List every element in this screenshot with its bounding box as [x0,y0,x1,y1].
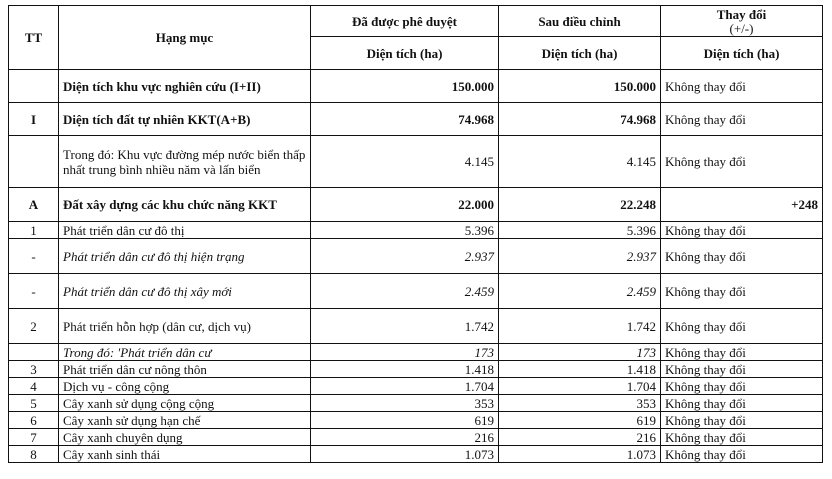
cell-adjusted: 1.073 [499,446,661,463]
cell-item: Đất xây dựng các khu chức năng KKT [59,188,311,222]
table-row [9,70,823,103]
cell-approved: 1.704 [311,378,499,395]
cell-change: Không thay đổi [661,239,823,274]
cell-adjusted: 353 [499,395,661,412]
cell-item: Diện tích đất tự nhiên KKT(A+B) [59,103,311,136]
cell-item: Phát triển dân cư nông thôn [59,361,311,378]
table-row [9,103,823,136]
cell-tt: A [9,188,59,222]
cell-tt: - [9,239,59,274]
header-unit-approved: Diện tích (ha) [311,37,499,70]
cell-approved: 1.418 [311,361,499,378]
cell-tt: 7 [9,429,59,446]
cell-adjusted: 1.742 [499,309,661,344]
table-row [9,188,823,222]
cell-tt [9,70,59,103]
cell-change: Không thay đổi [661,429,823,446]
cell-adjusted: 619 [499,412,661,429]
cell-approved: 216 [311,429,499,446]
cell-tt: 6 [9,412,59,429]
cell-approved: 1.742 [311,309,499,344]
table-row [9,239,823,274]
cell-change: Không thay đổi [661,103,823,136]
cell-adjusted: 1.418 [499,361,661,378]
cell-tt: 3 [9,361,59,378]
cell-adjusted: 2.459 [499,274,661,309]
cell-change: Không thay đổi [661,412,823,429]
cell-adjusted: 173 [499,344,661,361]
header-approved: Đã được phê duyệt [311,6,499,37]
table-row [9,446,823,463]
table-row [9,395,823,412]
cell-approved: 2.459 [311,274,499,309]
cell-change: Không thay đổi [661,344,823,361]
cell-approved: 619 [311,412,499,429]
table-row [9,429,823,446]
table-row [9,309,823,344]
cell-adjusted: 1.704 [499,378,661,395]
header-change-label: Thay đổi [716,7,767,22]
cell-tt: 1 [9,222,59,239]
cell-change: Không thay đổi [661,309,823,344]
header-unit-adjusted: Diện tích (ha) [499,37,661,70]
cell-approved: 353 [311,395,499,412]
cell-item: Phát triển dân cư đô thị hiện trạng [59,239,311,274]
cell-tt: 8 [9,446,59,463]
cell-tt: I [9,103,59,136]
land-use-table [8,5,823,463]
cell-item: Dịch vụ - công cộng [59,378,311,395]
cell-item: Trong đó: 'Phát triển dân cư [59,344,311,361]
cell-change: Không thay đổi [661,274,823,309]
header-row-1 [9,6,823,37]
header-change-sub: (+/-) [729,21,754,36]
cell-approved: 22.000 [311,188,499,222]
cell-tt: 5 [9,395,59,412]
table-row [9,136,823,188]
cell-adjusted: 2.937 [499,239,661,274]
cell-change: Không thay đổi [661,136,823,188]
cell-tt [9,344,59,361]
cell-adjusted: 5.396 [499,222,661,239]
cell-change: Không thay đổi [661,395,823,412]
table-row [9,412,823,429]
cell-adjusted: 22.248 [499,188,661,222]
cell-change: +248 [661,188,823,222]
cell-tt: 4 [9,378,59,395]
cell-approved: 150.000 [311,70,499,103]
cell-approved: 4.145 [311,136,499,188]
cell-item: Phát triển hỗn hợp (dân cư, dịch vụ) [59,309,311,344]
cell-adjusted: 150.000 [499,70,661,103]
cell-item: Cây xanh sinh thái [59,446,311,463]
header-adjusted: Sau điều chỉnh [499,6,661,37]
cell-change: Không thay đổi [661,446,823,463]
cell-approved: 74.968 [311,103,499,136]
header-change [661,6,823,37]
cell-item: Diện tích khu vực nghiên cứu (I+II) [59,70,311,103]
cell-change: Không thay đổi [661,222,823,239]
cell-approved: 173 [311,344,499,361]
header-unit-change: Diện tích (ha) [661,37,823,70]
cell-adjusted: 4.145 [499,136,661,188]
table-row [9,378,823,395]
cell-item: Cây xanh sử dụng cộng cộng [59,395,311,412]
table-row [9,222,823,239]
cell-change: Không thay đổi [661,70,823,103]
cell-approved: 5.396 [311,222,499,239]
cell-approved: 2.937 [311,239,499,274]
cell-tt [9,136,59,188]
table-row [9,361,823,378]
table-row [9,274,823,309]
cell-approved: 1.073 [311,446,499,463]
cell-item: Trong đó: Khu vực đường mép nước biển thấp nhất trung bình nhiều năm và lấn biển [59,136,311,188]
cell-item: Phát triển dân cư đô thị [59,222,311,239]
cell-item: Cây xanh sử dụng hạn chế [59,412,311,429]
header-item: Hạng mục [59,6,311,70]
cell-tt: 2 [9,309,59,344]
cell-change: Không thay đổi [661,361,823,378]
table-row [9,344,823,361]
cell-item: Cây xanh chuyên dụng [59,429,311,446]
cell-item: Phát triển dân cư đô thị xây mới [59,274,311,309]
header-tt: TT [9,6,59,70]
cell-tt: - [9,274,59,309]
cell-adjusted: 74.968 [499,103,661,136]
cell-adjusted: 216 [499,429,661,446]
cell-change: Không thay đổi [661,378,823,395]
